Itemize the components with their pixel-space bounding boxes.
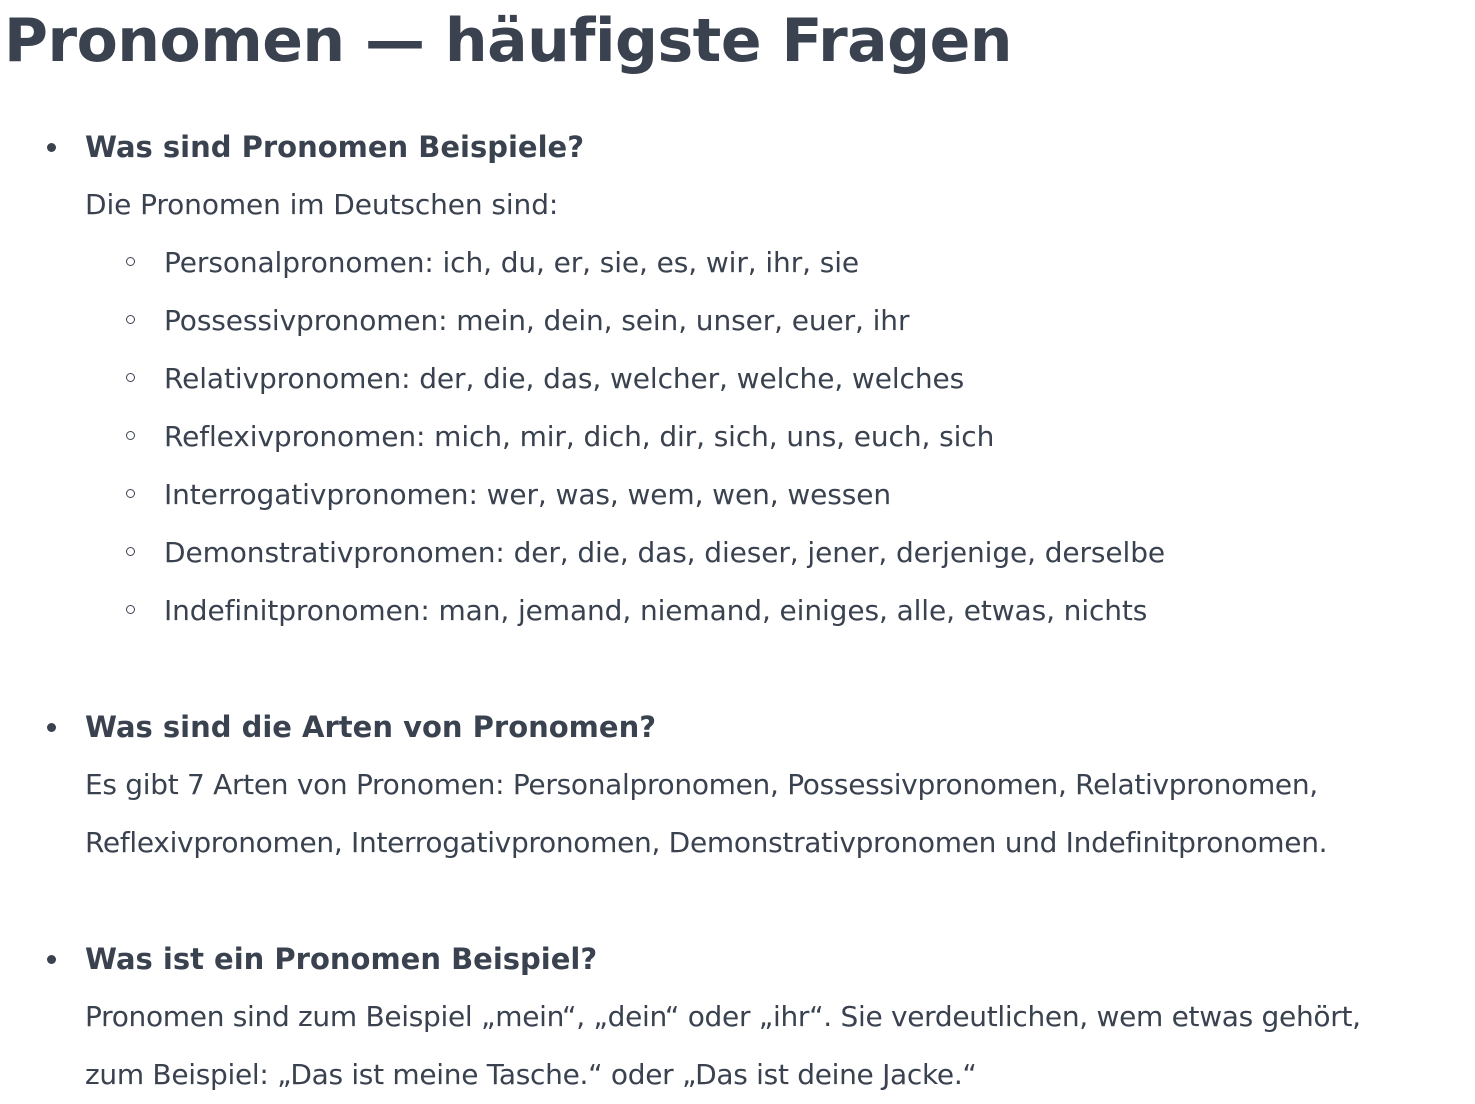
circle-bullet-icon (126, 489, 135, 498)
faq-answer-line: Reflexivpronomen, Interrogativpronomen, Demonstrativpronomen und Indefinitpronomen. (85, 826, 1328, 859)
list-item-text: Relativpronomen: der, die, das, welcher, welche, welches (164, 362, 965, 395)
list-item-text: Interrogativpronomen: wer, was, wem, wen, wessen (164, 478, 892, 511)
list-item (85, 466, 1475, 524)
list-item-text: Demonstrativpronomen: der, die, das, dieser, jener, derjenige, derselbe (164, 536, 1166, 569)
faq-answer (85, 988, 1475, 1104)
list-item-text: Personalpronomen: ich, du, er, sie, es, wir, ihr, sie (164, 246, 860, 279)
pronoun-type-list (85, 234, 1475, 640)
faq-answer (85, 756, 1475, 872)
list-item-text: Possessivpronomen: mein, dein, sein, unser, euer, ihr (164, 304, 910, 337)
circle-bullet-icon (126, 431, 135, 440)
faq-list (0, 118, 1475, 1104)
list-item (85, 408, 1475, 466)
faq-answer-line: Pronomen sind zum Beispiel „mein“, „dein“ oder „ihr“. Sie verdeutlichen, wem etwas gehört, (85, 1000, 1361, 1033)
list-item (85, 582, 1475, 640)
bullet-icon (47, 955, 56, 964)
faq-item-examples (0, 118, 1475, 640)
bullet-icon (47, 723, 56, 732)
list-item (85, 292, 1475, 350)
faq-answer-line: zum Beispiel: „Das ist meine Tasche.“ oder „Das ist deine Jacke.“ (85, 1058, 977, 1091)
circle-bullet-icon (126, 605, 135, 614)
circle-bullet-icon (126, 315, 135, 324)
list-item-text: Indefinitpronomen: man, jemand, niemand, einiges, alle, etwas, nichts (164, 594, 1148, 627)
list-item (85, 234, 1475, 292)
faq-question: Was ist ein Pronomen Beispiel? (85, 942, 598, 976)
faq-answer: Die Pronomen im Deutschen sind: (85, 188, 559, 221)
circle-bullet-icon (126, 547, 135, 556)
faq-question: Was sind die Arten von Pronomen? (85, 710, 657, 744)
list-item (85, 350, 1475, 408)
faq-item-example (0, 930, 1475, 1104)
circle-bullet-icon (126, 373, 135, 382)
circle-bullet-icon (126, 257, 135, 266)
list-item-text: Reflexivpronomen: mich, mir, dich, dir, sich, uns, euch, sich (164, 420, 995, 453)
faq-item-types (0, 698, 1475, 872)
faq-question: Was sind Pronomen Beispiele? (85, 130, 585, 164)
page-title: Pronomen — häufigste Fragen (4, 6, 1013, 76)
faq-answer-line: Es gibt 7 Arten von Pronomen: Personalpronomen, Possessivpronomen, Relativpronomen, (85, 768, 1318, 801)
bullet-icon (47, 143, 56, 152)
list-item (85, 524, 1475, 582)
